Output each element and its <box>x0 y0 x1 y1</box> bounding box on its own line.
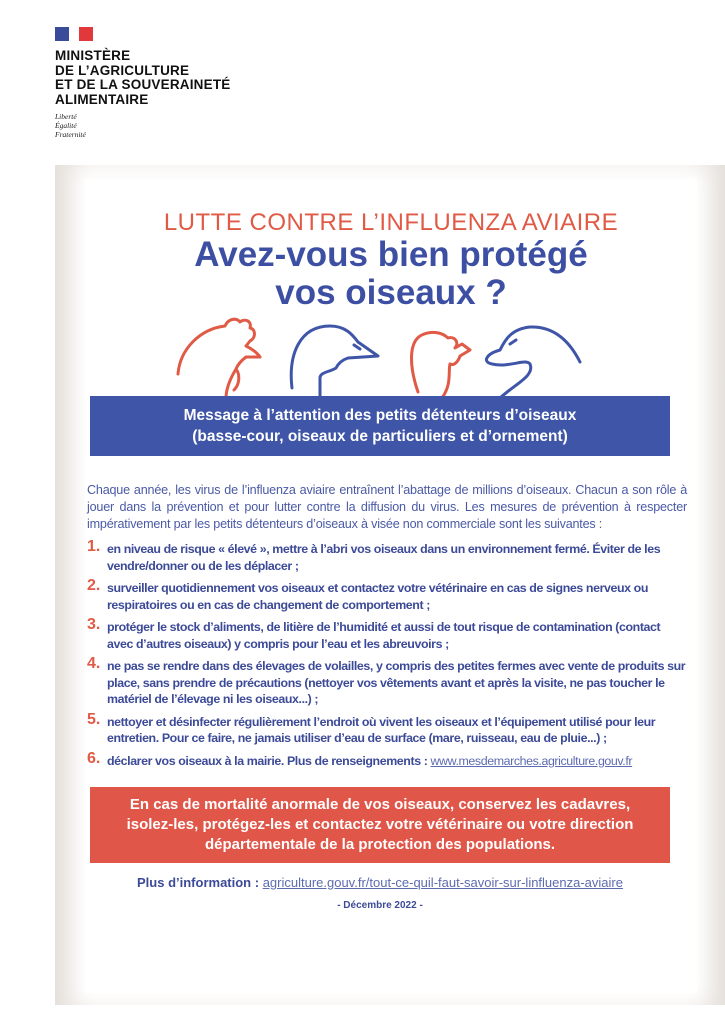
list-item <box>87 538 687 574</box>
audience-banner <box>90 396 670 456</box>
poster-content <box>85 179 697 993</box>
item-number: 4. <box>87 655 101 672</box>
item-text: surveiller quotidiennement vos oiseaux et contactez votre vétérinaire en cas de signes nerveux ou respiratoires ou en cas de changement de comportement ; <box>107 581 649 612</box>
item-number: 6. <box>87 749 101 767</box>
mortality-alert <box>90 787 670 863</box>
goose-icon <box>291 326 378 398</box>
banner-line: Message à l’attention des petits détenteurs d’oiseaux <box>183 407 577 424</box>
rooster-icon <box>178 319 260 398</box>
list-item <box>87 577 687 613</box>
poster-body <box>87 482 687 911</box>
ministry-line: DE L’AGRICULTURE <box>55 62 190 78</box>
list-item <box>87 616 687 652</box>
poster-card <box>55 165 725 1005</box>
more-info <box>87 875 673 890</box>
headline-line: Avez-vous bien protégé <box>194 235 588 274</box>
list-item <box>87 710 687 747</box>
measures-list <box>87 538 687 775</box>
intro-paragraph: Chaque année, les virus de l’influenza aviaire entraînent l’abattage de millions d’oiseaux. Chacun a son rôle à jouer dans la prévention et pour lutter contre la diffusion du virus. Les mesures de prévention à respecter impérativement par les petits détenteurs d’oiseaux à visée non commerciale sont les suivantes : <box>87 483 687 531</box>
ministry-name <box>55 49 230 107</box>
motto-line: Égalité <box>55 121 77 130</box>
list-item <box>87 749 687 770</box>
item-text: déclarer vos oiseaux à la mairie. Plus de renseignements : <box>107 753 431 768</box>
more-info-label: Plus d’information : <box>137 875 263 890</box>
item-text: protéger le stock d’aliments, de litière de l’humidité et aussi de tout risque de contamination (contact avec d’autres oiseaux) y compris pour l’eau et les abreuvoirs ; <box>107 620 661 651</box>
turkey-icon <box>412 332 471 398</box>
list-item <box>87 655 687 708</box>
marianne-flag-logo <box>55 27 93 41</box>
item-text: nettoyer et désinfecter régulièrement l’endroit où vivent les oiseaux et l’équipement utilisé pour leur entretien. Pour ce faire, ne jamais utiliser d’eau de surface (mare, ruisseau, eau de pluie...) ; <box>107 714 656 745</box>
publication-date: - Décembre 2022 - <box>337 900 423 911</box>
motto-line: Liberté <box>55 112 77 121</box>
item-number: 3. <box>87 616 101 633</box>
duck-icon <box>486 327 580 398</box>
alert-line: départementale de la protection des populations. <box>204 836 556 853</box>
ministry-logo <box>55 27 230 139</box>
ministry-line: MINISTÈRE <box>55 48 131 63</box>
alert-line: isolez-les, protégez-les et contactez votre vétérinaire ou votre direction <box>126 816 634 833</box>
motto <box>55 112 230 139</box>
poster-kicker: LUTTE CONTRE L’INFLUENZA AVIAIRE <box>163 209 619 236</box>
poster-headline <box>85 236 697 312</box>
more-info-link[interactable]: agriculture.gouv.fr/tout-ce-quil-faut-savoir-sur-linfluenza-aviaire <box>262 875 623 890</box>
item-number: 2. <box>87 577 101 594</box>
item-number: 1. <box>87 538 101 555</box>
item-text: en niveau de risque « élevé », mettre à l’abri vos oiseaux dans un environnement fermé. Éviter de les vendre/donner ou de les déplacer ; <box>107 542 661 573</box>
mesdemarches-link[interactable]: www.mesdemarches.agriculture.gouv.fr <box>430 753 633 768</box>
item-text: ne pas se rendre dans des élevages de volailles, y compris des petites fermes avec vente de produits sur place, sans prendre de précautions (nettoyer vos vêtements avant et après la visite, ne pas toucher le matériel de l’élevage ni les oiseaux...) ; <box>107 659 686 706</box>
headline-line: vos oiseaux ? <box>275 273 507 312</box>
ministry-line: ET DE LA SOUVERAINETÉ <box>55 77 231 92</box>
motto-line: Fraternité <box>55 130 86 139</box>
alert-line: En cas de mortalité anormale de vos oiseaux, conservez les cadavres, <box>129 796 631 813</box>
item-number: 5. <box>87 710 101 728</box>
birds-illustration <box>170 314 590 399</box>
ministry-line: ALIMENTAIRE <box>55 91 149 107</box>
banner-line: (basse-cour, oiseaux de particuliers et d’ornement) <box>192 428 568 445</box>
